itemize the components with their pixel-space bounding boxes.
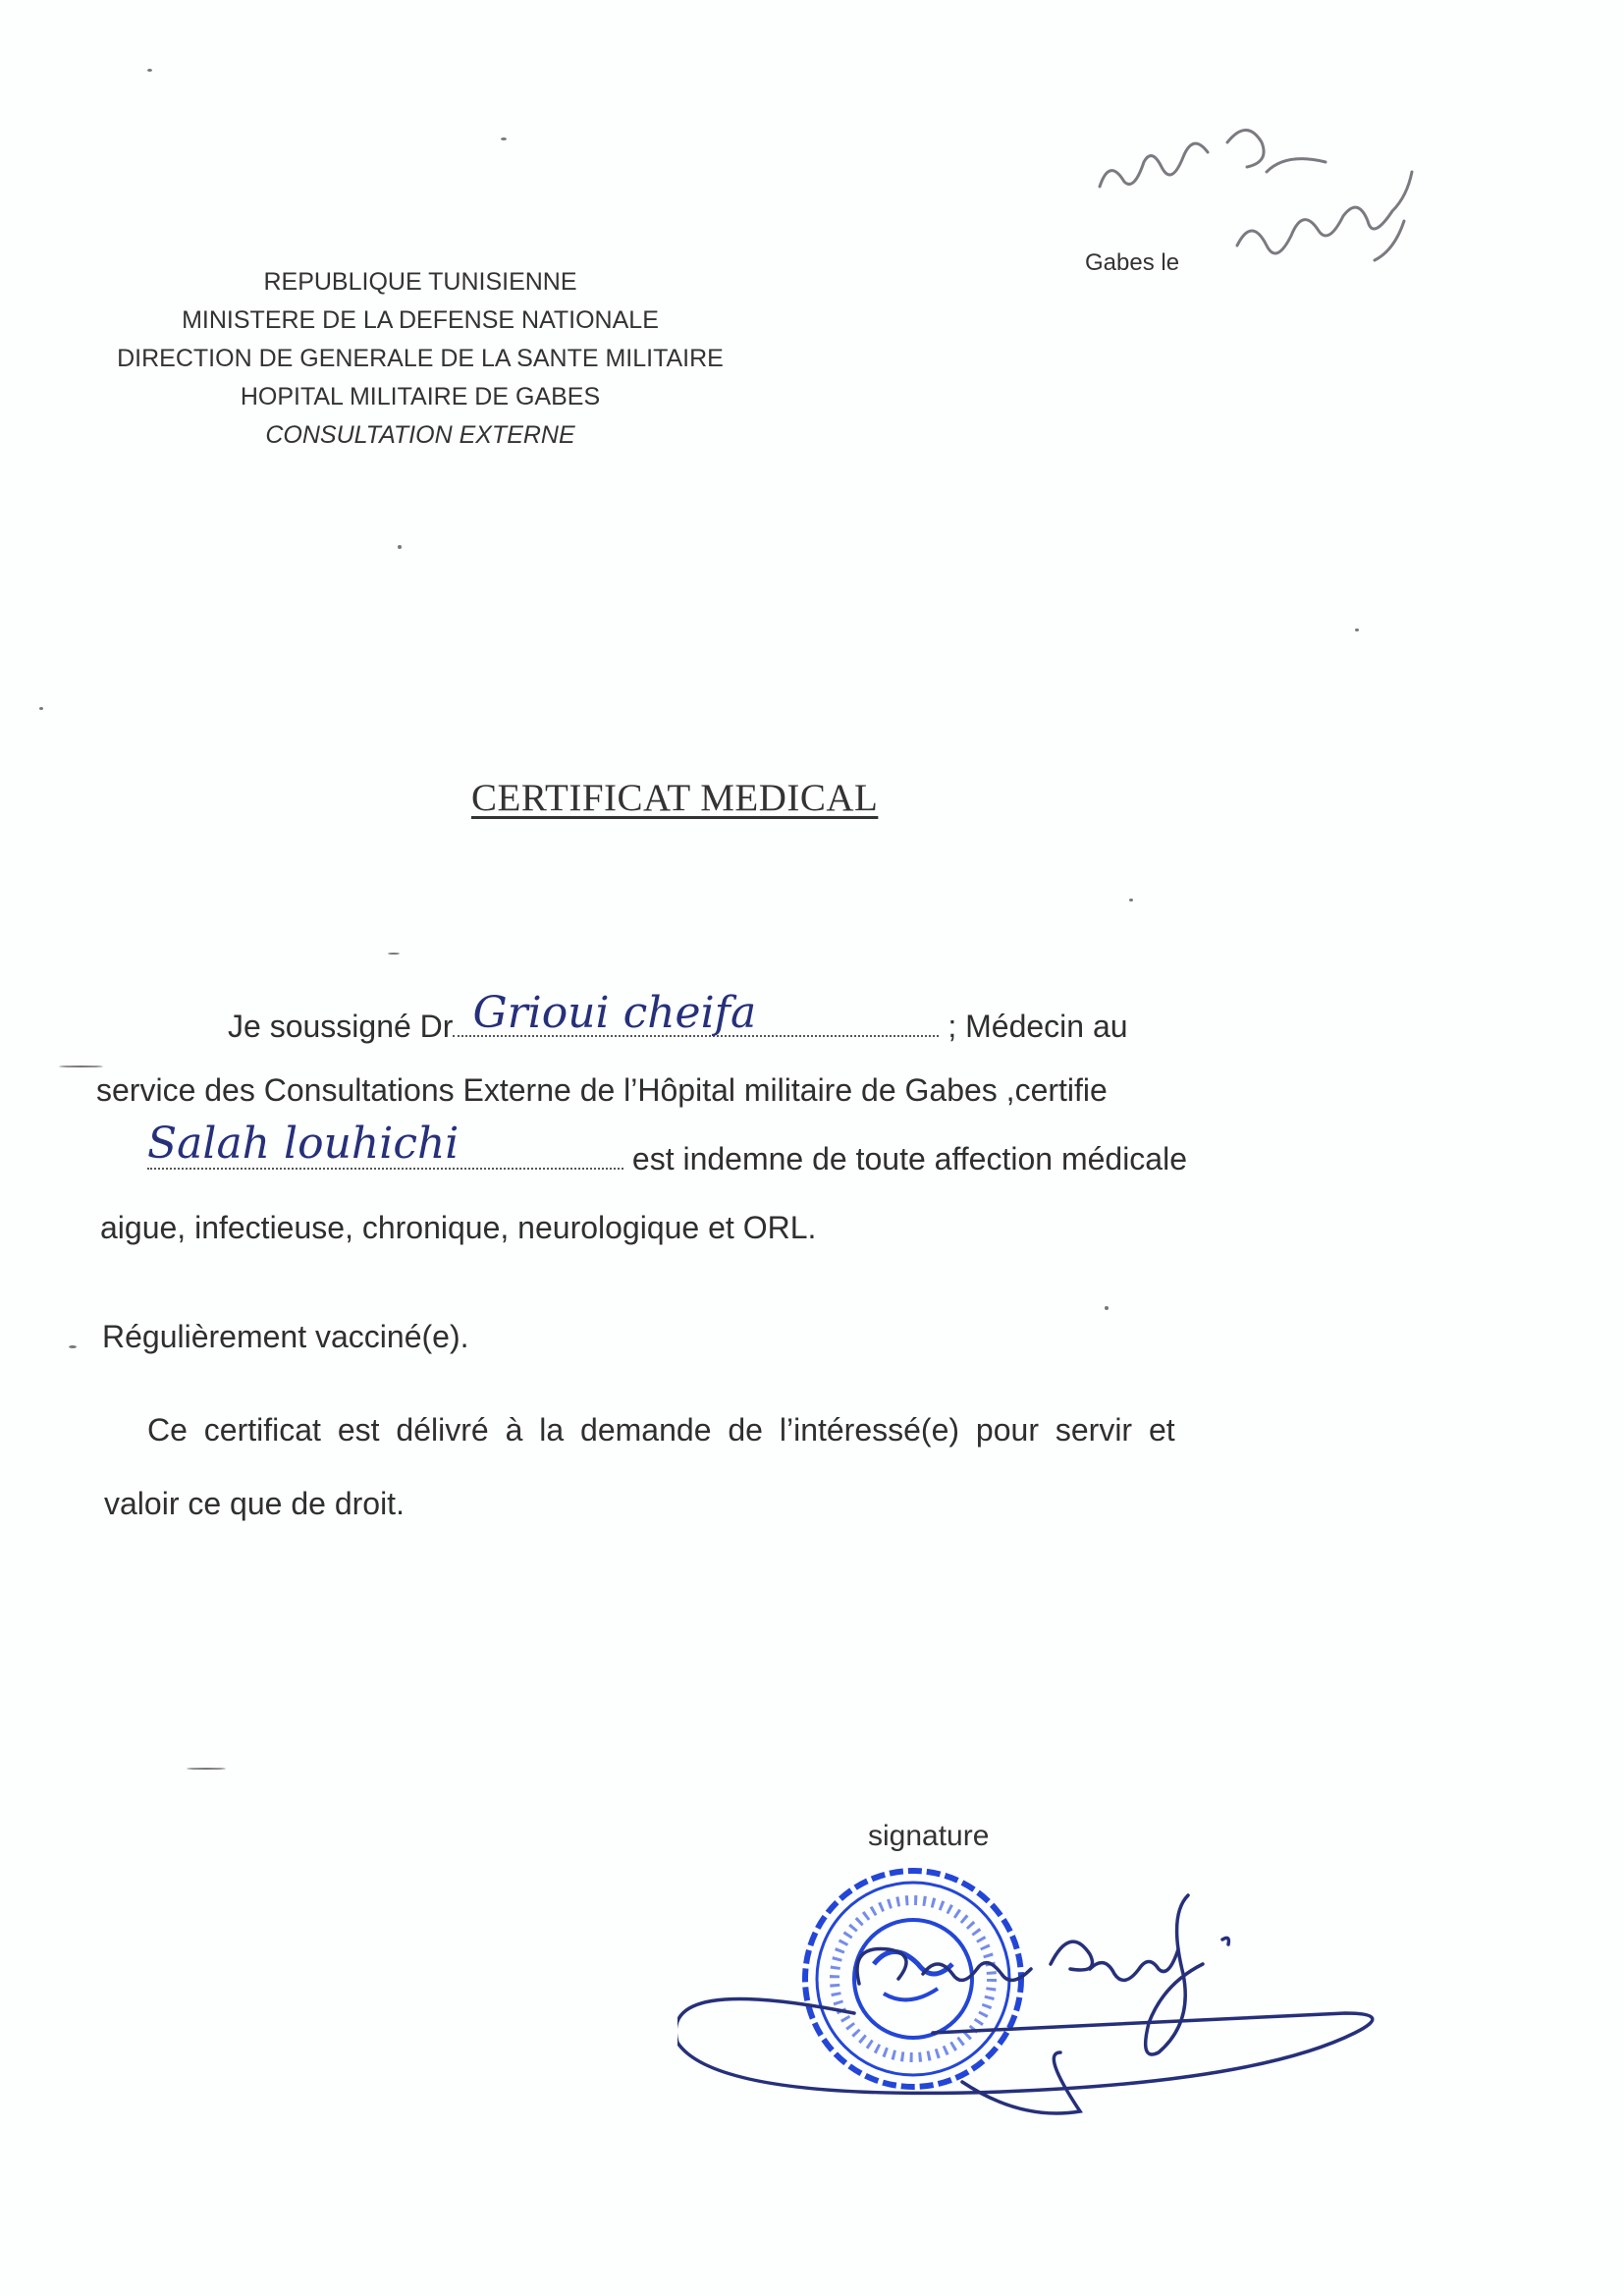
- handwritten-date: [1080, 103, 1492, 290]
- paragraph-line-7: valoir ce que de droit.: [104, 1486, 405, 1521]
- place-date-label: Gabes le: [1085, 249, 1180, 276]
- paragraph-line-2: service des Consultations Externe de l’Hôpital militaire de Gabes ,certifie: [96, 1072, 1108, 1108]
- letterhead-line-hospital: HOPITAL MILITAIRE DE GABES: [240, 383, 601, 410]
- letterhead-line-ministry: MINISTERE DE LA DEFENSE NATIONALE: [182, 306, 659, 334]
- signature-scrawl: [677, 1895, 1373, 2113]
- letterhead-line-direction: DIRECTION DE GENERALE DE LA SANTE MILITAIRE: [117, 345, 724, 372]
- letterhead-line-service: CONSULTATION EXTERNE: [265, 421, 575, 449]
- stamp-seal: [805, 1871, 1021, 2087]
- signature-stamp-block: [677, 1836, 1483, 2160]
- doctor-intro: Je soussigné Dr: [228, 1009, 454, 1044]
- doctor-name-field: [453, 988, 939, 1038]
- paragraph-line-6: Ce certificat est délivré à la demande de l’intéressé(e) pour servir et: [147, 1412, 1175, 1448]
- paragraph-vaccination: Régulièrement vacciné(e).: [102, 1319, 469, 1354]
- letterhead: [106, 263, 734, 455]
- paragraph-line-1: [228, 988, 1128, 1045]
- document-title: CERTIFICAT MEDICAL: [471, 777, 879, 819]
- signature-label: signature: [868, 1820, 990, 1852]
- patient-name-field: [147, 1119, 623, 1170]
- certification-text: est indemne de toute affection médicale: [631, 1141, 1187, 1176]
- paragraph-line-4: aigue, infectieuse, chronique, neurologique et ORL.: [100, 1210, 817, 1245]
- letterhead-line-republic: REPUBLIQUE TUNISIENNE: [263, 268, 577, 296]
- patient-name-handwritten: Salah louhichi: [147, 1119, 460, 1169]
- doctor-role: ; Médecin au: [947, 1009, 1128, 1044]
- paragraph-line-3: [147, 1119, 1187, 1177]
- doctor-name-handwritten: Grioui cheifa: [472, 988, 757, 1038]
